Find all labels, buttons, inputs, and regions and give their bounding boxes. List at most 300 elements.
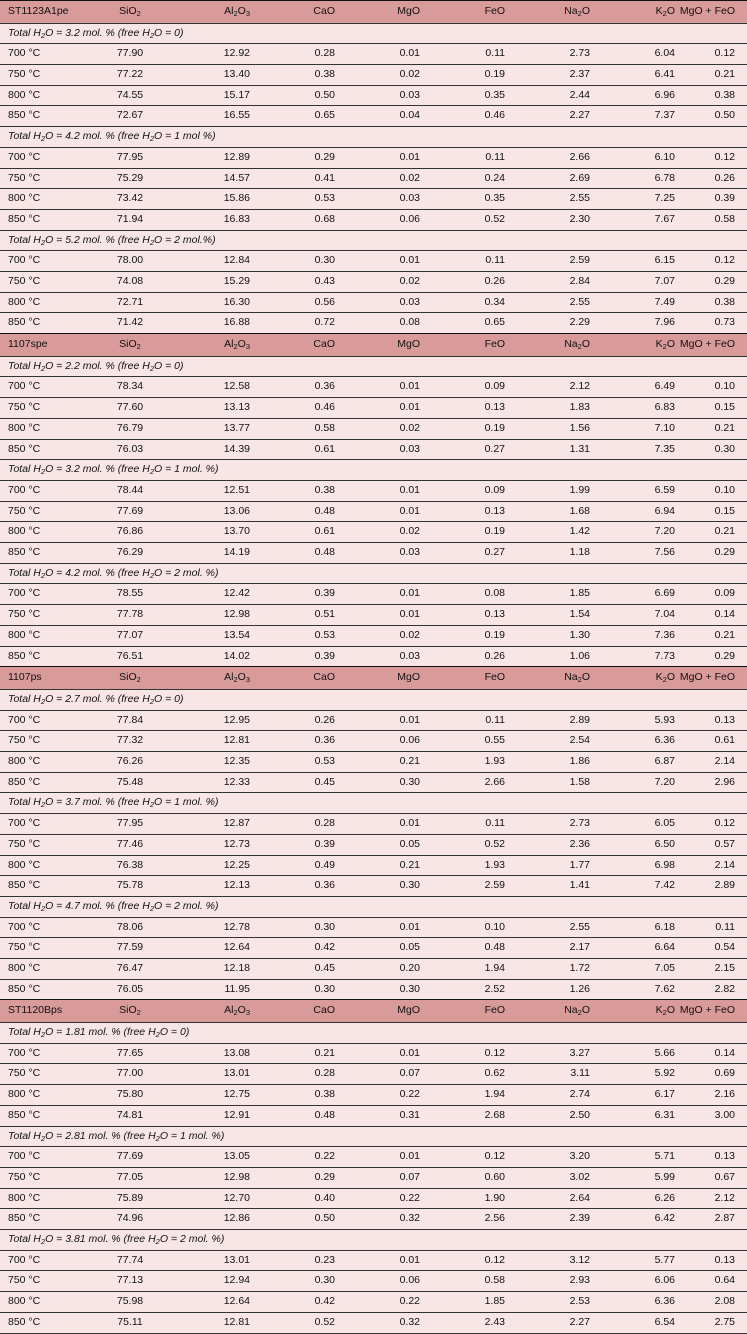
- value-cell: 0.26: [714, 171, 735, 184]
- value-cell: 12.25: [223, 858, 250, 871]
- value-cell: 1.58: [569, 775, 590, 788]
- value-cell: 0.02: [399, 68, 420, 80]
- temperature-cell: 750 °C: [8, 171, 41, 184]
- value-cell: 0.39: [314, 649, 335, 662]
- value-cell: 0.03: [399, 295, 420, 308]
- value-cell: 0.01: [399, 608, 420, 621]
- condition-row: [0, 1230, 747, 1251]
- value-cell: 71.42: [116, 316, 144, 329]
- value-cell: 0.02: [399, 171, 420, 184]
- value-cell: 76.26: [116, 754, 144, 767]
- table-row: [0, 44, 747, 65]
- value-cell: 2.74: [569, 1088, 590, 1101]
- value-cell: 7.37: [654, 109, 675, 122]
- value-cell: 5.66: [654, 1046, 675, 1059]
- value-cell: 0.53: [314, 628, 335, 641]
- condition-row: [0, 896, 747, 917]
- column-header: $K_2O$: [590, 667, 675, 690]
- value-cell: 1.56: [569, 421, 590, 434]
- value-cell: 6.59: [654, 483, 675, 496]
- value-cell: 0.21: [399, 754, 420, 767]
- value-cell: 6.06: [654, 1274, 675, 1287]
- column-header: SiO$_2$: [95, 1, 165, 24]
- sample-name: 1107spe: [0, 334, 95, 357]
- value-cell: 6.15: [654, 254, 675, 267]
- condition-label: Total $H_2O = 4.2$ mol. % (free $H_2O = 2$ mol. %): [8, 566, 219, 580]
- value-cell: 0.02: [399, 421, 420, 434]
- condition-label: Total $H_2O = 2.7$ mol. % (free $H_2O = 0$): [8, 692, 184, 706]
- value-cell: 77.32: [116, 734, 144, 747]
- value-cell: 1.18: [569, 546, 590, 559]
- value-cell: 0.56: [314, 295, 335, 308]
- value-cell: 76.79: [116, 421, 144, 434]
- column-header: MgO: [335, 1, 420, 24]
- value-cell: 1.72: [569, 962, 590, 975]
- temperature-cell: 800 °C: [8, 295, 41, 308]
- value-cell: 0.28: [314, 817, 335, 830]
- value-cell: 77.95: [116, 817, 144, 830]
- table-row: [0, 313, 747, 334]
- value-cell: 6.18: [654, 920, 675, 933]
- table-row: [0, 917, 747, 938]
- value-cell: 7.49: [654, 295, 675, 308]
- value-cell: 7.42: [654, 879, 675, 892]
- table-row: [0, 751, 747, 772]
- value-cell: 6.50: [654, 837, 675, 850]
- value-cell: 77.60: [116, 401, 144, 414]
- temperature-cell: 800 °C: [8, 525, 41, 538]
- value-cell: 0.10: [484, 920, 505, 933]
- value-cell: 0.20: [399, 962, 420, 975]
- value-cell: 13.08: [223, 1046, 250, 1059]
- value-cell: 6.05: [654, 817, 675, 830]
- temperature-cell: 850 °C: [8, 212, 41, 225]
- value-cell: 0.01: [399, 380, 420, 393]
- value-cell: 6.98: [654, 858, 675, 871]
- value-cell: 11.95: [224, 982, 250, 995]
- column-header: FeO: [420, 667, 505, 690]
- value-cell: 2.15: [714, 962, 735, 975]
- value-cell: 0.13: [484, 608, 505, 621]
- value-cell: 7.67: [654, 212, 675, 225]
- value-cell: 0.01: [399, 47, 420, 60]
- value-cell: 1.54: [569, 608, 590, 621]
- value-cell: 2.37: [569, 68, 590, 80]
- value-cell: 0.15: [714, 504, 735, 517]
- value-cell: 1.85: [569, 587, 590, 600]
- table-row: [0, 876, 747, 897]
- value-cell: 0.21: [314, 1046, 335, 1059]
- value-cell: 0.38: [314, 68, 335, 80]
- value-cell: 0.05: [399, 837, 420, 850]
- value-cell: 0.30: [314, 254, 335, 267]
- value-cell: 0.28: [314, 1067, 335, 1080]
- value-cell: 0.73: [714, 316, 735, 329]
- value-cell: 0.19: [484, 68, 505, 80]
- table-row: [0, 1250, 747, 1271]
- value-cell: 77.95: [116, 150, 144, 163]
- temperature-cell: 800 °C: [8, 1295, 41, 1308]
- column-header: CaO: [250, 334, 335, 357]
- value-cell: 12.70: [223, 1191, 250, 1204]
- value-cell: 1.94: [484, 962, 505, 975]
- value-cell: 15.17: [223, 88, 250, 101]
- sample-header-row: [0, 1000, 747, 1023]
- condition-row: [0, 1126, 747, 1147]
- column-header: MgO + FeO: [675, 334, 747, 357]
- sample-header-row: [0, 1, 747, 24]
- value-cell: 14.19: [223, 546, 250, 559]
- value-cell: 16.83: [223, 212, 250, 225]
- table-row: [0, 1188, 747, 1209]
- value-cell: 0.67: [714, 1170, 735, 1183]
- value-cell: 75.48: [116, 775, 144, 788]
- value-cell: 16.88: [223, 316, 250, 329]
- value-cell: 3.00: [714, 1108, 735, 1121]
- value-cell: 12.75: [223, 1088, 250, 1101]
- value-cell: 12.58: [223, 380, 250, 393]
- value-cell: 3.02: [569, 1170, 590, 1183]
- value-cell: 12.86: [223, 1212, 250, 1225]
- value-cell: 13.70: [223, 525, 250, 538]
- value-cell: 7.62: [654, 982, 675, 995]
- value-cell: 77.84: [116, 713, 144, 726]
- column-header: CaO: [250, 667, 335, 690]
- value-cell: 12.91: [223, 1108, 250, 1121]
- temperature-cell: 700 °C: [8, 380, 41, 393]
- value-cell: 0.29: [714, 546, 735, 559]
- value-cell: 0.36: [314, 879, 335, 892]
- table-row: [0, 439, 747, 460]
- value-cell: 2.12: [714, 1191, 735, 1204]
- value-cell: 6.17: [654, 1088, 675, 1101]
- value-cell: 0.01: [399, 1046, 420, 1059]
- condition-label: Total $H_2O = 3.81$ mol. % (free $H_2O = 2$ mol. %): [8, 1233, 225, 1247]
- value-cell: 2.59: [484, 879, 505, 892]
- value-cell: 13.13: [223, 401, 250, 414]
- value-cell: 0.09: [484, 483, 505, 496]
- value-cell: 0.26: [484, 649, 505, 662]
- value-cell: 0.27: [484, 546, 505, 559]
- column-header: SiO$_2$: [95, 334, 165, 357]
- temperature-cell: 800 °C: [8, 421, 41, 434]
- table-row: [0, 584, 747, 605]
- value-cell: 0.32: [399, 1212, 420, 1225]
- value-cell: 0.22: [399, 1295, 420, 1308]
- value-cell: 0.29: [714, 649, 735, 662]
- temperature-cell: 700 °C: [8, 150, 41, 163]
- value-cell: 0.21: [714, 68, 735, 80]
- column-header: $Al_2O_3$: [165, 1000, 250, 1023]
- value-cell: 12.89: [223, 150, 250, 163]
- value-cell: 0.06: [399, 734, 420, 747]
- value-cell: 12.94: [223, 1274, 250, 1287]
- value-cell: 2.30: [569, 212, 590, 225]
- value-cell: 5.71: [654, 1150, 675, 1163]
- value-cell: 12.51: [223, 483, 250, 496]
- value-cell: 1.42: [569, 525, 590, 538]
- value-cell: 0.11: [485, 254, 505, 267]
- value-cell: 6.96: [654, 88, 675, 101]
- value-cell: 0.58: [714, 212, 735, 225]
- temperature-cell: 800 °C: [8, 858, 41, 871]
- value-cell: 0.60: [484, 1170, 505, 1183]
- value-cell: 1.77: [569, 858, 590, 871]
- value-cell: 6.36: [654, 1295, 675, 1308]
- value-cell: 0.41: [314, 171, 335, 184]
- value-cell: 7.20: [654, 525, 675, 538]
- value-cell: 1.26: [569, 982, 590, 995]
- value-cell: 2.54: [569, 734, 590, 747]
- value-cell: 75.78: [116, 879, 144, 892]
- value-cell: 12.84: [223, 254, 250, 267]
- value-cell: 12.13: [223, 879, 250, 892]
- value-cell: 0.50: [314, 1212, 335, 1225]
- value-cell: 76.03: [116, 442, 144, 455]
- value-cell: 0.09: [714, 587, 735, 600]
- value-cell: 12.73: [223, 837, 250, 850]
- value-cell: 0.24: [484, 171, 505, 184]
- value-cell: 12.33: [223, 775, 250, 788]
- value-cell: 75.29: [116, 171, 144, 184]
- value-cell: 0.35: [484, 192, 505, 205]
- sample-name: ST1120Bps: [0, 1000, 95, 1023]
- value-cell: 77.69: [116, 504, 144, 517]
- temperature-cell: 850 °C: [8, 879, 41, 892]
- value-cell: 2.75: [714, 1315, 735, 1328]
- value-cell: 0.40: [314, 1191, 335, 1204]
- value-cell: 14.02: [223, 649, 250, 662]
- value-cell: 0.50: [314, 88, 335, 101]
- value-cell: 78.34: [116, 380, 144, 393]
- temperature-cell: 800 °C: [8, 754, 41, 767]
- value-cell: 12.81: [223, 1315, 250, 1328]
- table-row: [0, 625, 747, 646]
- condition-label: Total $H_2O = 1.81$ mol. % (free $H_2O = 0$): [8, 1026, 190, 1040]
- value-cell: 7.96: [654, 316, 675, 329]
- value-cell: 0.61: [314, 525, 335, 538]
- table-row: [0, 979, 747, 1000]
- value-cell: 1.41: [569, 879, 590, 892]
- table-row: [0, 814, 747, 835]
- value-cell: 2.55: [569, 295, 590, 308]
- temperature-cell: 750 °C: [8, 1067, 41, 1080]
- table-row: [0, 959, 747, 980]
- value-cell: 6.94: [654, 504, 675, 517]
- value-cell: 76.38: [116, 858, 144, 871]
- value-cell: 0.38: [714, 88, 735, 101]
- value-cell: 0.29: [714, 275, 735, 288]
- value-cell: 0.30: [714, 442, 735, 455]
- value-cell: 78.06: [116, 920, 144, 933]
- table-row: [0, 605, 747, 626]
- value-cell: 0.03: [399, 649, 420, 662]
- value-cell: 3.20: [569, 1150, 590, 1163]
- value-cell: 0.22: [314, 1150, 335, 1163]
- temperature-cell: 700 °C: [8, 817, 41, 830]
- temperature-cell: 850 °C: [8, 546, 41, 559]
- value-cell: 0.01: [399, 1253, 420, 1266]
- value-cell: 0.69: [714, 1067, 735, 1080]
- value-cell: 2.43: [484, 1315, 505, 1328]
- condition-row: [0, 356, 747, 377]
- value-cell: 0.01: [399, 1150, 420, 1163]
- condition-row: [0, 563, 747, 584]
- value-cell: 0.13: [714, 1150, 735, 1163]
- condition-row: [0, 460, 747, 481]
- value-cell: 12.81: [223, 734, 250, 747]
- value-cell: 7.20: [654, 775, 675, 788]
- value-cell: 0.26: [314, 713, 335, 726]
- value-cell: 2.14: [714, 858, 735, 871]
- value-cell: 1.68: [569, 504, 590, 517]
- column-header: $Al_2O_3$: [165, 667, 250, 690]
- value-cell: 0.12: [714, 47, 735, 60]
- column-header: FeO: [420, 334, 505, 357]
- temperature-cell: 800 °C: [8, 1088, 41, 1101]
- value-cell: 0.39: [314, 587, 335, 600]
- temperature-cell: 700 °C: [8, 254, 41, 267]
- value-cell: 0.26: [484, 275, 505, 288]
- value-cell: 7.56: [654, 546, 675, 559]
- column-header: SiO$_2$: [95, 667, 165, 690]
- table-row: [0, 480, 747, 501]
- value-cell: 0.11: [485, 817, 505, 830]
- table-row: [0, 501, 747, 522]
- value-cell: 2.66: [484, 775, 505, 788]
- value-cell: 2.16: [714, 1088, 735, 1101]
- value-cell: 0.14: [714, 1046, 735, 1059]
- temperature-cell: 850 °C: [8, 316, 41, 329]
- value-cell: 74.96: [116, 1212, 144, 1225]
- table-row: [0, 398, 747, 419]
- temperature-cell: 750 °C: [8, 1274, 41, 1287]
- table-row: [0, 377, 747, 398]
- value-cell: 2.96: [714, 775, 735, 788]
- value-cell: 13.40: [223, 68, 250, 80]
- value-cell: 0.22: [399, 1191, 420, 1204]
- table-row: [0, 1271, 747, 1292]
- column-header: $K_2O$: [590, 1, 675, 24]
- value-cell: 6.36: [654, 734, 675, 747]
- value-cell: 0.42: [314, 1295, 335, 1308]
- value-cell: 2.73: [569, 47, 590, 60]
- value-cell: 0.36: [314, 380, 335, 393]
- temperature-cell: 800 °C: [8, 192, 41, 205]
- value-cell: 78.44: [116, 483, 144, 496]
- value-cell: 2.68: [484, 1108, 505, 1121]
- value-cell: 6.41: [654, 68, 675, 80]
- table-row: [0, 1167, 747, 1188]
- value-cell: 0.01: [399, 713, 420, 726]
- value-cell: 13.77: [223, 421, 250, 434]
- column-header: SiO$_2$: [95, 1000, 165, 1023]
- table-row: [0, 65, 747, 86]
- value-cell: 0.03: [399, 442, 420, 455]
- temperature-cell: 800 °C: [8, 962, 41, 975]
- value-cell: 0.45: [314, 962, 335, 975]
- temperature-cell: 700 °C: [8, 1150, 41, 1163]
- value-cell: 2.44: [569, 88, 590, 101]
- value-cell: 6.49: [654, 380, 675, 393]
- value-cell: 0.09: [484, 380, 505, 393]
- value-cell: 76.29: [116, 546, 144, 559]
- value-cell: 0.58: [314, 421, 335, 434]
- value-cell: 0.07: [399, 1067, 420, 1080]
- table-row: [0, 1043, 747, 1064]
- value-cell: 2.89: [569, 713, 590, 726]
- value-cell: 0.30: [399, 982, 420, 995]
- value-cell: 76.47: [116, 962, 144, 975]
- table-row: [0, 1292, 747, 1313]
- value-cell: 0.36: [314, 734, 335, 747]
- value-cell: 0.03: [399, 192, 420, 205]
- table-row: [0, 106, 747, 127]
- value-cell: 0.12: [484, 1150, 505, 1163]
- value-cell: 6.69: [654, 587, 675, 600]
- value-cell: 2.39: [569, 1212, 590, 1225]
- column-header: MgO + FeO: [675, 1, 747, 24]
- value-cell: 0.52: [314, 1315, 335, 1328]
- value-cell: 0.30: [314, 1274, 335, 1287]
- value-cell: 75.89: [116, 1191, 144, 1204]
- sample-header-row: [0, 334, 747, 357]
- value-cell: 0.55: [484, 734, 505, 747]
- value-cell: 1.94: [484, 1088, 505, 1101]
- value-cell: 12.18: [223, 962, 250, 975]
- table-row: [0, 834, 747, 855]
- table-row: [0, 85, 747, 106]
- value-cell: 2.14: [714, 754, 735, 767]
- value-cell: 12.64: [223, 941, 250, 954]
- value-cell: 76.51: [116, 649, 144, 662]
- value-cell: 2.64: [569, 1191, 590, 1204]
- value-cell: 0.10: [714, 380, 735, 393]
- value-cell: 0.13: [714, 1253, 735, 1266]
- value-cell: 0.38: [314, 1088, 335, 1101]
- value-cell: 15.86: [223, 192, 250, 205]
- value-cell: 7.05: [654, 962, 675, 975]
- column-header: $Al_2O_3$: [165, 334, 250, 357]
- value-cell: 0.52: [484, 837, 505, 850]
- value-cell: 73.42: [116, 192, 144, 205]
- table-row: [0, 147, 747, 168]
- temperature-cell: 850 °C: [8, 1212, 41, 1225]
- table-row: [0, 1209, 747, 1230]
- value-cell: 16.55: [223, 109, 250, 122]
- table-row: [0, 251, 747, 272]
- column-header: FeO: [420, 1, 505, 24]
- table-row: [0, 209, 747, 230]
- value-cell: 72.71: [116, 295, 144, 308]
- value-cell: 7.73: [654, 649, 675, 662]
- value-cell: 1.90: [484, 1191, 505, 1204]
- value-cell: 12.98: [223, 608, 250, 621]
- value-cell: 6.64: [654, 941, 675, 954]
- value-cell: 77.69: [116, 1150, 144, 1163]
- value-cell: 0.01: [399, 920, 420, 933]
- column-header: MgO: [335, 334, 420, 357]
- column-header: MgO + FeO: [675, 1000, 747, 1023]
- table-body: [0, 1, 747, 1334]
- value-cell: 0.38: [314, 483, 335, 496]
- condition-label: Total $H_2O = 3.2$ mol. % (free $H_2O = 1$ mol. %): [8, 463, 219, 477]
- temperature-cell: 850 °C: [8, 109, 41, 122]
- column-header: $Na_2O$: [505, 334, 590, 357]
- value-cell: 2.27: [569, 109, 590, 122]
- value-cell: 0.23: [314, 1253, 335, 1266]
- value-cell: 0.31: [399, 1108, 420, 1121]
